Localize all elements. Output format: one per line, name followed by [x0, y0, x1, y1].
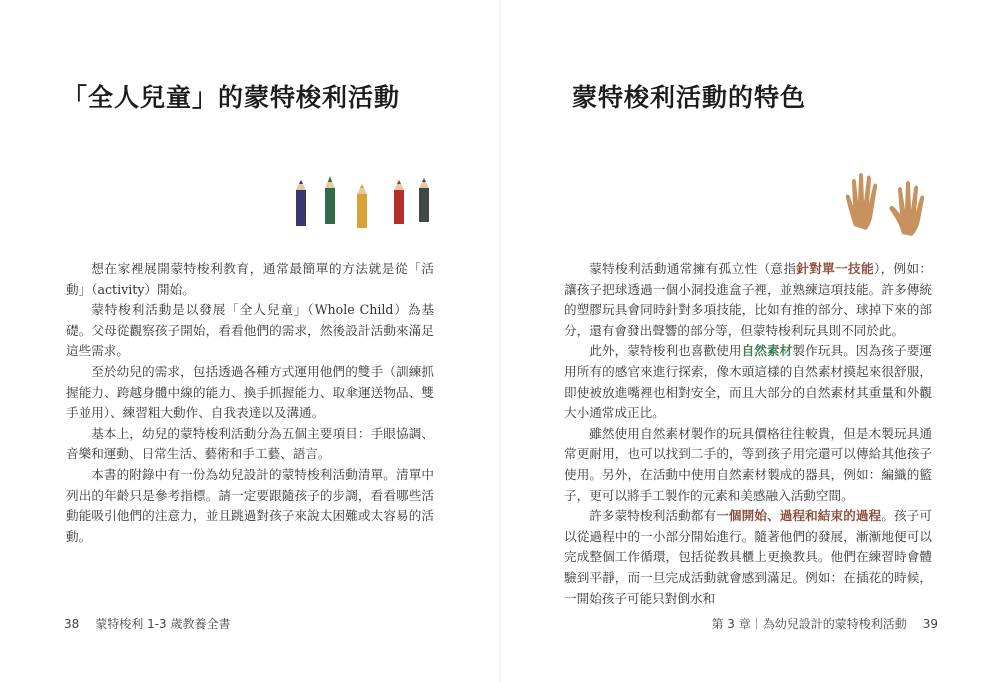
- text-run: ），例如：讓孩子把球透過一個小洞投進盒子裡，並熟練這項技能。許多傳統的塑膠玩具會同時針對多項技能，比如有推的部分、球掉下來的部分，還有會發出聲響的部分等，但蒙特梭利玩具則不同於此。: [564, 261, 933, 338]
- text-run: 許多蒙特梭利活動都有: [589, 508, 717, 524]
- paragraph: [564, 506, 932, 609]
- text-run: 製作玩具。因為孩子要運用所有的感官來進行探索，像木頭這樣的自然素材摸起來很舒服，即使被放進嘴裡也相對安全，而且大部分的自然素材其重量和外觀大小通常成正比。: [564, 343, 933, 421]
- paragraph: 雖然使用自然素材製作的玩具價格往往較貴，但是木製玩具通常更耐用，也可以找到二手的，等到孩子用完還可以傳給其他孩子使用。另外，在活動中使用自然素材製成的器具，例如：編織的籃子，更可以將手工製作的元素和美感融入活動空間。: [564, 425, 932, 503]
- right-page-title: 蒙特梭利活動的特色: [572, 83, 807, 112]
- paragraph: 蒙特梭利活動是以發展「全人兒童」（Whole Child）為基礎。父母從觀察孩子開始，看看他們的需求，然後設計活動來滿足這些需求。: [66, 302, 434, 359]
- paragraph: 本書的附錄中有一份為幼兒設計的蒙特梭利活動清單。清單中列出的年齡只是參考指標。請一定要跟隨孩子的步調，看看哪些活動能吸引他們的注意力，並且跳過對孩子來說太困難或太容易的活動。: [66, 466, 434, 544]
- right-page: [500, 0, 1000, 682]
- book-title: 蒙特梭利 1-3 歲教養全書: [95, 617, 231, 631]
- page-number: 39: [922, 617, 938, 631]
- right-page-footer: [711, 615, 938, 632]
- highlight-natural-materials: 自然素材: [741, 343, 793, 359]
- right-page-body: [564, 259, 932, 609]
- right-hand-icon: [889, 181, 924, 236]
- paragraph: [564, 341, 932, 423]
- pencil-1-icon: [296, 180, 306, 226]
- hands-illustration: [840, 168, 940, 242]
- highlight-single-skill: 針對單一技能: [796, 261, 874, 276]
- chapter-title: 第 3 章｜為幼兒設計的蒙特梭利活動: [711, 617, 907, 631]
- pencil-4-icon: [394, 180, 404, 224]
- text-run: 蒙特梭利活動通常擁有孤立性（意指: [589, 261, 797, 276]
- paragraph: 基本上，幼兒的蒙特梭利活動分為五個主要項目：手眼協調、音樂和運動、日常生活、藝術和手工藝、語言。: [66, 425, 434, 462]
- left-page-footer: [64, 615, 231, 632]
- left-page-body: [66, 259, 434, 547]
- pencil-3-icon: [357, 184, 367, 228]
- paragraph: [564, 259, 932, 341]
- pencil-2-icon: [325, 176, 335, 224]
- paragraph: 至於幼兒的需求，包括透過各種方式運用他們的雙手（訓練抓握能力、跨越身體中線的能力、換手抓握能力、取傘運送物品、雙手並用）、練習粗大動作、自我表達以及溝通。: [66, 363, 434, 421]
- text-run: 此外，蒙特梭利也喜歡使用: [589, 343, 742, 359]
- page-number: 38: [64, 617, 80, 631]
- paragraph: 想在家裡展開蒙特梭利教育，通常最簡單的方法就是從「活動」（activity）開始。: [66, 261, 434, 297]
- left-hand-icon: [846, 173, 877, 230]
- left-page-title: 「全人兒童」的蒙特梭利活動: [62, 83, 401, 112]
- text-run: 。孩子可以從過程中的一小部分開始進行。隨著他們的發展，漸漸地便可以完成整個工作循環，包括從教具櫃上更換教具。他們在練習時會體驗到平靜，而一旦完成活動就會感到滿足。例如：在插花的時候，一開始孩子可能只對倒水和: [564, 508, 933, 606]
- highlight-work-cycle: 一個開始、過程和結束的過程: [716, 508, 882, 524]
- pencil-5-icon: [419, 178, 429, 222]
- colored-pencils-illustration: [290, 172, 440, 232]
